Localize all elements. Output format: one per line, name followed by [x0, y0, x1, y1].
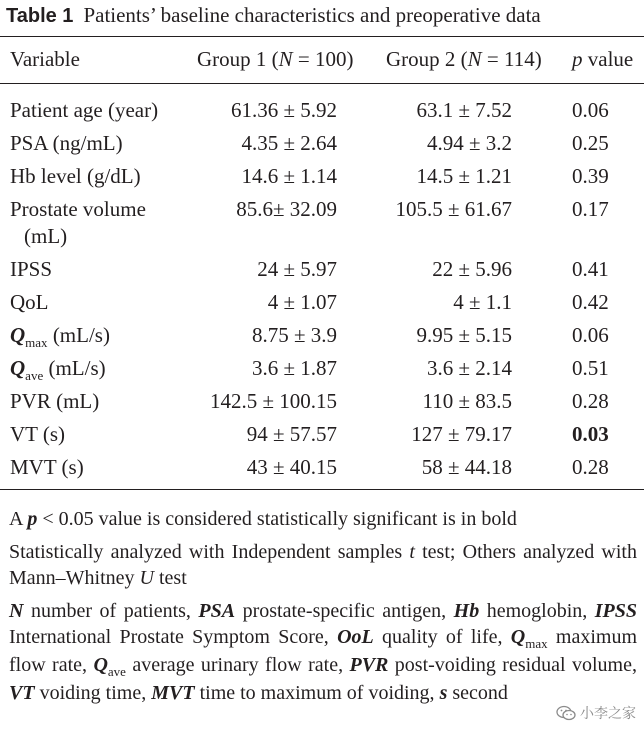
row-group1: 61.36 ± 5.92	[230, 98, 337, 122]
row-group1: 8.75 ± 3.9	[251, 323, 337, 347]
abbr-definition: second	[447, 682, 508, 704]
row-p-value: 0.17	[572, 197, 609, 221]
row-variable: $Q_{max}$ (mL/s)	[10, 323, 110, 350]
row-group2: 3.6 ± 2.14	[426, 356, 512, 380]
row-group2: 22 ± 5.96	[432, 257, 512, 281]
abbr-term: PVR	[349, 654, 389, 676]
row-p-value: 0.42	[572, 290, 609, 314]
row-group1: 14.6 ± 1.14	[241, 164, 337, 188]
row-variable: QoL	[10, 290, 49, 314]
row-group1: 43 ± 40.15	[246, 455, 337, 479]
header-group1: Group 1 (N = 100)	[197, 47, 354, 71]
row-p-value: 0.51	[572, 356, 609, 380]
row-p-value: 0.39	[572, 164, 609, 188]
row-group2: 110 ± 83.5	[422, 389, 512, 413]
abbr-term: Hb	[453, 600, 480, 622]
top-rule	[0, 36, 644, 37]
abbr-definition: number of patients,	[23, 600, 199, 622]
abbr-term: OoL	[337, 626, 374, 648]
row-p-value: 0.25	[572, 131, 609, 155]
row-group2: 127 ± 79.17	[411, 422, 512, 446]
row-variable: Prostate volume	[10, 197, 146, 221]
watermark-text: 小李之家	[580, 706, 636, 722]
row-variable: Hb level (g/dL)	[10, 164, 141, 188]
header-variable: Variable	[10, 47, 80, 71]
row-variable: Patient age (year)	[10, 98, 159, 122]
row-group2: 105.5 ± 61.67	[395, 197, 512, 221]
row-variable-cont: (mL)	[24, 224, 68, 248]
footnote-significance: A p < 0.05 value is considered statistically significant is in bold	[9, 508, 517, 530]
bottom-rule	[0, 489, 644, 490]
row-p-value: 0.28	[572, 455, 609, 479]
abbr-term: Q	[510, 626, 526, 648]
abbr-term: MVT	[151, 682, 195, 704]
abbr-definition: post-voiding residual volume,	[388, 654, 637, 676]
row-group1: 24 ± 5.97	[257, 257, 337, 281]
abbr-term: VT	[9, 682, 35, 704]
row-group2: 58 ± 44.18	[421, 455, 512, 479]
abbr-definition: average urinary flow rate,	[125, 654, 350, 676]
row-group2: 9.95 ± 5.15	[416, 323, 512, 347]
row-variable: PSA (ng/mL)	[10, 131, 123, 155]
header-p-value: p value	[572, 47, 634, 71]
row-group1: 94 ± 57.57	[246, 422, 337, 446]
abbr-term: s	[439, 682, 448, 704]
abbr-term: Q	[93, 654, 108, 676]
table-label: Table 1	[6, 5, 74, 27]
row-group1: 4 ± 1.07	[267, 290, 337, 314]
row-variable: IPSS	[10, 257, 53, 281]
watermark	[556, 703, 636, 723]
abbr-definition: voiding time,	[34, 682, 152, 704]
row-group1: 85.6± 32.09	[236, 197, 337, 221]
abbr-term: N	[9, 600, 24, 622]
row-p-value: 0.03	[572, 422, 609, 446]
footnote-tests: Statistically analyzed with Independent samples t test; Others analyzed with Mann–Whitney U test	[9, 541, 637, 589]
row-p-value: 0.41	[572, 257, 609, 281]
row-variable: MVT (s)	[10, 455, 84, 479]
abbr-definition: hemoglobin,	[479, 600, 595, 622]
row-group2: 63.1 ± 7.52	[416, 98, 512, 122]
table-caption: Patients’ baseline characteristics and preoperative data	[83, 3, 541, 27]
abbr-term: IPSS	[594, 600, 637, 622]
row-p-value: 0.28	[572, 389, 609, 413]
row-group2: 14.5 ± 1.21	[416, 164, 512, 188]
row-p-value: 0.06	[572, 323, 609, 347]
header-rule	[0, 83, 644, 84]
row-variable: PVR (mL)	[10, 389, 100, 413]
row-group1: 4.35 ± 2.64	[241, 131, 337, 155]
abbr-term: PSA	[198, 600, 236, 622]
footnote-abbreviations: N number of patients, PSA prostate-specific antigen, Hb hemoglobin, IPSS International Prostate Symptom Score, OoL quality of life, $Q_{max}$ maximum flow rate, $Q_{ave}$ average urinary flow rate, PVR post-voiding residual volume, VT voiding time, MVT time to maximum of voiding, s second	[9, 600, 637, 704]
row-variable: VT (s)	[10, 422, 66, 446]
row-group2: 4 ± 1.1	[453, 290, 512, 314]
abbr-definition: International Prostate Symptom Score,	[9, 626, 338, 648]
row-p-value: 0.06	[572, 98, 609, 122]
row-group2: 4.94 ± 3.2	[426, 131, 512, 155]
row-group1: 3.6 ± 1.87	[251, 356, 337, 380]
row-group1: 142.5 ± 100.15	[209, 389, 337, 413]
header-group2: Group 2 (N = 114)	[386, 47, 542, 71]
abbr-definition: quality of life,	[373, 626, 511, 648]
wechat-icon	[556, 705, 576, 721]
row-variable: $Q_{ave}$ (mL/s)	[10, 356, 106, 383]
abbr-definition: maximum flow rate,	[9, 626, 637, 676]
abbr-definition: time to maximum of voiding,	[194, 682, 440, 704]
abbr-definition: prostate-specific antigen,	[235, 600, 454, 622]
table-title	[6, 3, 541, 28]
